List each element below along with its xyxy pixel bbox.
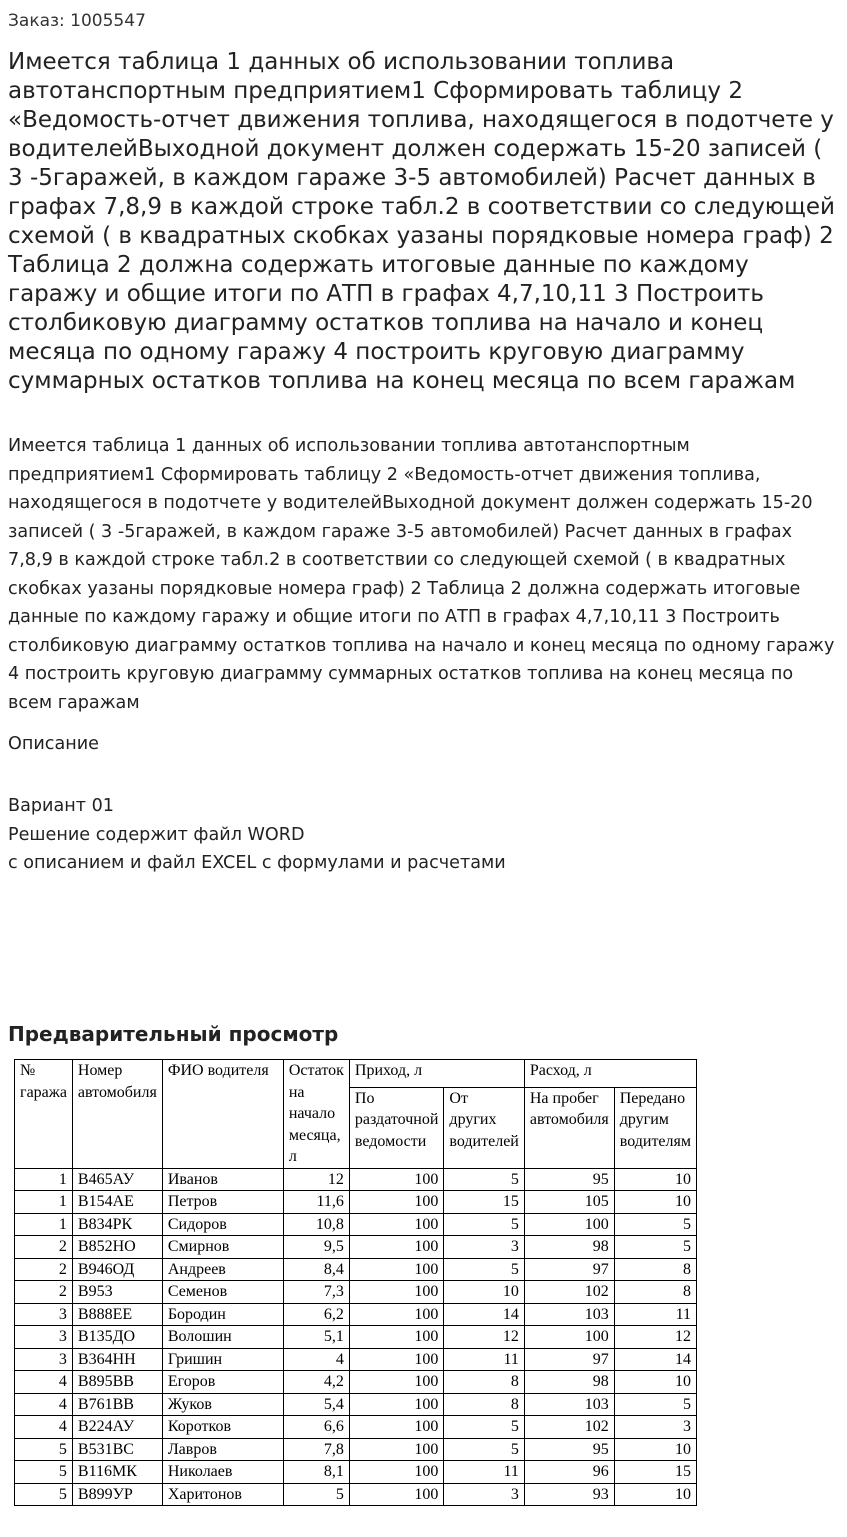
page-title: Имеется таблица 1 данных об использовании топлива автотанспортным предприятием1 Сформировать таблицу 2 «Ведомость-отчет движения топлива, находящегося в подотчете у водителейВыходной документ должен содержать 15-20 записей ( 3 -5гаражей, в каждом гараже 3-5 автомобилей) Расчет данных в графах 7,8,9 в каждой строке табл.2 в соответствии со следующей схемой ( в квадратных скобках уазаны порядковые номера граф) 2 Таблица 2 должна содержать итоговые данные по каждому гаражу и общие итоги по АТП в графах 4,7,10,11 3 Построить столбиковую диаграмму остатков топлива на начало и конец месяца по одному гаражу 4 построить круговую диаграмму суммарных остатков топлива на конец месяца по всем гаражам	[8, 49, 835, 394]
preview-heading: Предварительный просмотр	[8, 1022, 339, 1046]
table-row	[15, 1213, 697, 1236]
cell-other: 11	[444, 1461, 524, 1484]
cell-car: В895ВВ	[72, 1371, 162, 1394]
header-expense-mileage: На пробег автомобиля	[524, 1087, 614, 1168]
cell-driver: Иванов	[162, 1168, 283, 1191]
cell-transfer: 10	[614, 1191, 696, 1214]
cell-other: 5	[444, 1258, 524, 1281]
cell-start: 5,4	[283, 1393, 349, 1416]
cell-sheet: 100	[349, 1461, 444, 1484]
cell-car: В946ОД	[72, 1258, 162, 1281]
cell-car: В116МК	[72, 1461, 162, 1484]
cell-sheet: 100	[349, 1236, 444, 1259]
cell-transfer: 5	[614, 1213, 696, 1236]
cell-car: В135ДО	[72, 1326, 162, 1349]
cell-other: 12	[444, 1326, 524, 1349]
cell-mileage: 102	[524, 1416, 614, 1439]
cell-driver: Петров	[162, 1191, 283, 1214]
cell-mileage: 95	[524, 1438, 614, 1461]
cell-garage: 5	[15, 1438, 73, 1461]
cell-mileage: 105	[524, 1191, 614, 1214]
table-row	[15, 1191, 697, 1214]
cell-other: 5	[444, 1213, 524, 1236]
cell-mileage: 100	[524, 1326, 614, 1349]
cell-other: 5	[444, 1438, 524, 1461]
cell-sheet: 100	[349, 1258, 444, 1281]
fuel-table	[14, 1059, 697, 1506]
cell-transfer: 11	[614, 1303, 696, 1326]
cell-garage: 1	[15, 1213, 73, 1236]
cell-car: В761ВВ	[72, 1393, 162, 1416]
cell-other: 11	[444, 1348, 524, 1371]
table-row	[15, 1281, 697, 1304]
cell-garage: 2	[15, 1258, 73, 1281]
cell-car: В953	[72, 1281, 162, 1304]
table-row	[15, 1348, 697, 1371]
cell-driver: Николаев	[162, 1461, 283, 1484]
cell-garage: 5	[15, 1483, 73, 1506]
cell-sheet: 100	[349, 1393, 444, 1416]
cell-start: 5,1	[283, 1326, 349, 1349]
cell-start: 10,8	[283, 1213, 349, 1236]
cell-mileage: 98	[524, 1236, 614, 1259]
cell-other: 10	[444, 1281, 524, 1304]
cell-garage: 4	[15, 1371, 73, 1394]
cell-transfer: 10	[614, 1483, 696, 1506]
cell-start: 7,8	[283, 1438, 349, 1461]
cell-mileage: 96	[524, 1461, 614, 1484]
table-row	[15, 1416, 697, 1439]
header-garage: № гаража	[15, 1060, 73, 1169]
cell-transfer: 14	[614, 1348, 696, 1371]
cell-garage: 3	[15, 1348, 73, 1371]
header-start-balance: Остаток на начало месяца, л	[283, 1060, 349, 1169]
header-income: Приход, л	[349, 1060, 524, 1088]
cell-garage: 2	[15, 1281, 73, 1304]
table-body	[15, 1168, 697, 1506]
cell-sheet: 100	[349, 1213, 444, 1236]
cell-transfer: 8	[614, 1281, 696, 1304]
cell-start: 9,5	[283, 1236, 349, 1259]
variant-label: Вариант 01	[8, 796, 114, 816]
cell-mileage: 103	[524, 1393, 614, 1416]
cell-other: 3	[444, 1483, 524, 1506]
cell-garage: 2	[15, 1236, 73, 1259]
cell-car: В834РК	[72, 1213, 162, 1236]
cell-driver: Харитонов	[162, 1483, 283, 1506]
cell-start: 5	[283, 1483, 349, 1506]
cell-transfer: 5	[614, 1236, 696, 1259]
cell-start: 6,2	[283, 1303, 349, 1326]
cell-mileage: 100	[524, 1213, 614, 1236]
cell-sheet: 100	[349, 1191, 444, 1214]
table-row	[15, 1371, 697, 1394]
cell-car: В364НН	[72, 1348, 162, 1371]
cell-start: 8,4	[283, 1258, 349, 1281]
solution-line-2: с описанием и файл EXCEL с формулами и расчетами	[8, 853, 506, 873]
cell-start: 11,6	[283, 1191, 349, 1214]
cell-other: 14	[444, 1303, 524, 1326]
cell-driver: Волошин	[162, 1326, 283, 1349]
header-income-sheet: По раздаточной ведомости	[349, 1087, 444, 1168]
cell-driver: Гришин	[162, 1348, 283, 1371]
cell-start: 7,3	[283, 1281, 349, 1304]
cell-mileage: 97	[524, 1258, 614, 1281]
description-text: Имеется таблица 1 данных об использовании топлива автотанспортным предприятием1 Сформировать таблицу 2 «Ведомость-отчет движения топлива, находящегося в подотчете у водителейВыходной документ должен содержать 15-20 записей ( 3 -5гаражей, в каждом гараже 3-5 автомобилей) Расчет данных в графах 7,8,9 в каждой строке табл.2 в соответствии со следующей схемой ( в квадратных скобках уазаны порядковые номера граф) 2 Таблица 2 должна содержать итоговые данные по каждому гаражу и общие итоги по АТП в графах 4,7,10,11 3 Построить столбиковую диаграмму остатков топлива на начало и конец месяца по одному гаражу 4 построить круговую диаграмму суммарных остатков топлива на конец месяца по всем гаражам	[8, 436, 835, 713]
cell-mileage: 98	[524, 1371, 614, 1394]
cell-driver: Коротков	[162, 1416, 283, 1439]
cell-garage: 4	[15, 1416, 73, 1439]
table-row	[15, 1236, 697, 1259]
cell-driver: Лавров	[162, 1438, 283, 1461]
table-row	[15, 1483, 697, 1506]
order-number: Заказ: 1005547	[8, 11, 146, 31]
cell-mileage: 102	[524, 1281, 614, 1304]
cell-transfer: 3	[614, 1416, 696, 1439]
cell-sheet: 100	[349, 1371, 444, 1394]
cell-garage: 1	[15, 1168, 73, 1191]
table-row	[15, 1461, 697, 1484]
header-expense: Расход, л	[524, 1060, 696, 1088]
cell-sheet: 100	[349, 1326, 444, 1349]
cell-car: В154АЕ	[72, 1191, 162, 1214]
cell-transfer: 12	[614, 1326, 696, 1349]
header-income-other: От других водителей	[444, 1087, 524, 1168]
cell-car: В224АУ	[72, 1416, 162, 1439]
cell-transfer: 5	[614, 1393, 696, 1416]
cell-mileage: 93	[524, 1483, 614, 1506]
cell-other: 15	[444, 1191, 524, 1214]
description-heading: Описание	[8, 734, 100, 754]
cell-start: 4	[283, 1348, 349, 1371]
cell-car: В899УР	[72, 1483, 162, 1506]
cell-driver: Андреев	[162, 1258, 283, 1281]
cell-sheet: 100	[349, 1416, 444, 1439]
cell-car: В888ЕЕ	[72, 1303, 162, 1326]
cell-sheet: 100	[349, 1281, 444, 1304]
cell-other: 5	[444, 1416, 524, 1439]
cell-mileage: 103	[524, 1303, 614, 1326]
cell-car: В852НО	[72, 1236, 162, 1259]
table-row	[15, 1326, 697, 1349]
header-car-number: Номер автомобиля	[72, 1060, 162, 1169]
cell-car: В531ВС	[72, 1438, 162, 1461]
header-driver: ФИО водителя	[162, 1060, 283, 1169]
cell-sheet: 100	[349, 1168, 444, 1191]
cell-driver: Смирнов	[162, 1236, 283, 1259]
table-row	[15, 1168, 697, 1191]
cell-garage: 3	[15, 1326, 73, 1349]
cell-transfer: 10	[614, 1438, 696, 1461]
cell-mileage: 97	[524, 1348, 614, 1371]
cell-transfer: 8	[614, 1258, 696, 1281]
cell-garage: 4	[15, 1393, 73, 1416]
cell-car: В465АУ	[72, 1168, 162, 1191]
cell-other: 3	[444, 1236, 524, 1259]
solution-line-1: Решение содержит файл WORD	[8, 825, 305, 845]
table-row	[15, 1393, 697, 1416]
cell-driver: Семенов	[162, 1281, 283, 1304]
cell-garage: 1	[15, 1191, 73, 1214]
cell-other: 5	[444, 1168, 524, 1191]
cell-mileage: 95	[524, 1168, 614, 1191]
cell-sheet: 100	[349, 1483, 444, 1506]
cell-transfer: 10	[614, 1168, 696, 1191]
table-row	[15, 1258, 697, 1281]
cell-transfer: 15	[614, 1461, 696, 1484]
cell-driver: Жуков	[162, 1393, 283, 1416]
cell-driver: Бородин	[162, 1303, 283, 1326]
table-row	[15, 1438, 697, 1461]
cell-other: 8	[444, 1393, 524, 1416]
cell-start: 4,2	[283, 1371, 349, 1394]
header-expense-transfer: Передано другим водителям	[614, 1087, 696, 1168]
cell-start: 8,1	[283, 1461, 349, 1484]
cell-start: 12	[283, 1168, 349, 1191]
cell-garage: 5	[15, 1461, 73, 1484]
cell-driver: Сидоров	[162, 1213, 283, 1236]
table-row	[15, 1303, 697, 1326]
cell-sheet: 100	[349, 1303, 444, 1326]
cell-garage: 3	[15, 1303, 73, 1326]
cell-start: 6,6	[283, 1416, 349, 1439]
cell-driver: Егоров	[162, 1371, 283, 1394]
cell-transfer: 10	[614, 1371, 696, 1394]
cell-sheet: 100	[349, 1438, 444, 1461]
cell-sheet: 100	[349, 1348, 444, 1371]
cell-other: 8	[444, 1371, 524, 1394]
